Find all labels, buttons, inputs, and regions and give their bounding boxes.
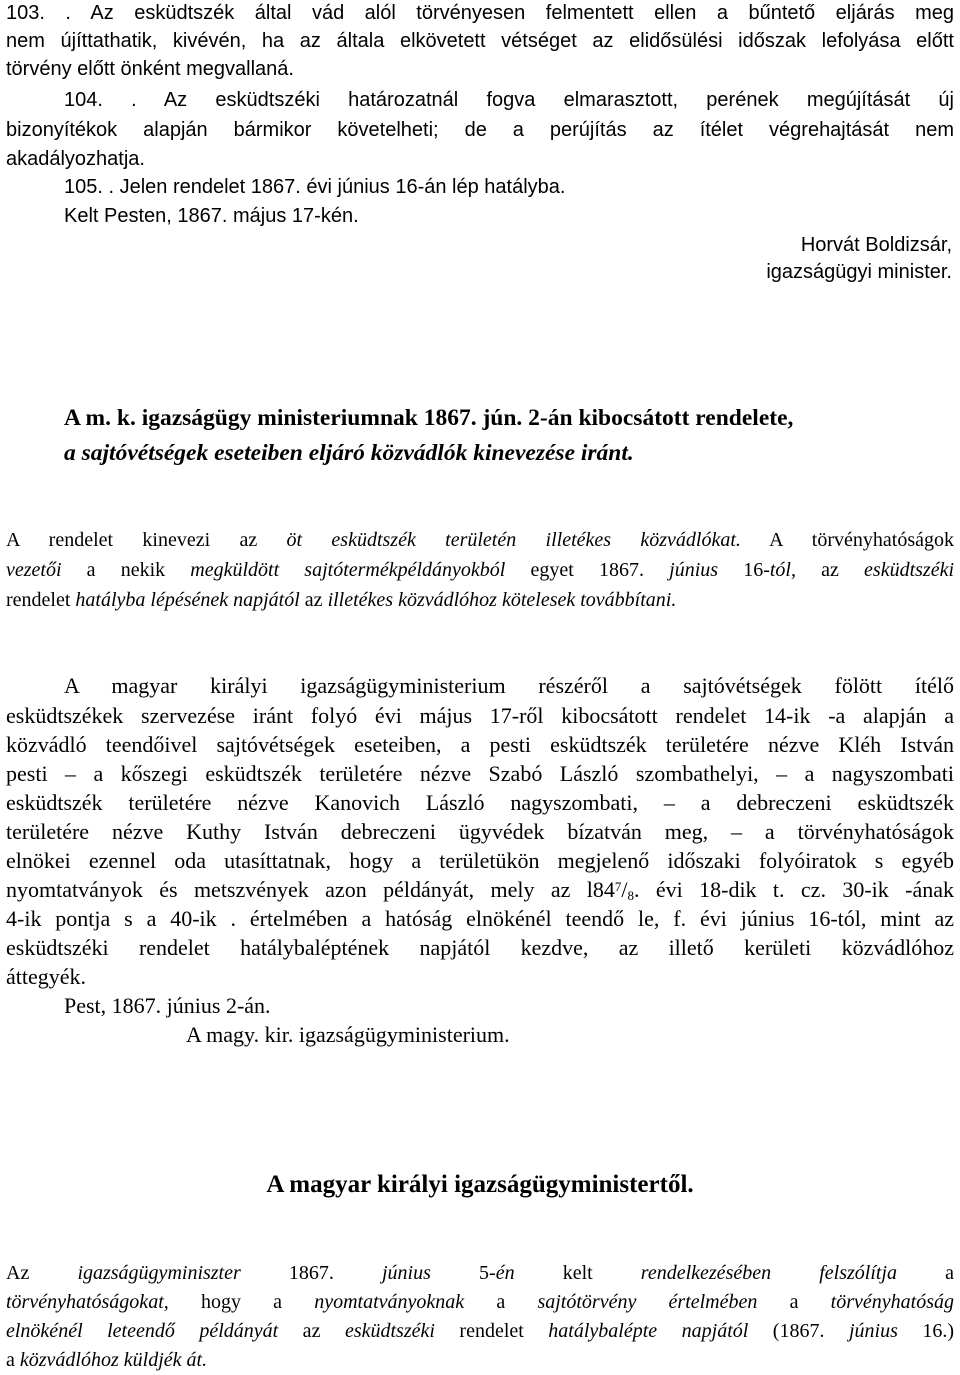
paragraph-line: pesti – a kőszegi esküdtszék területére nézve Szabó László szombathelyi, – a nagyszombati [6, 761, 954, 786]
paragraph-line: területére nézve Kuthy István debreczeni ügyvédek bízatván meg, – a törvényhatóságok [6, 819, 954, 844]
text-line: bizonyítékok alapján bármikor követelheti; de a perújítás az ítélet végrehajtását nem [6, 119, 954, 141]
paragraph-line: 4-ik pontja s a 40-ik . értelmében a hatóság elnökénél teendő le, f. évi június 16-tól, mint az [6, 906, 954, 931]
section-subheading: a sajtóvétségek eseteiben eljáró közvádlók kinevezése iránt. [64, 440, 634, 466]
summary-line: A rendelet kinevezi az öt esküdtszék területén illetékes közvádlókat. A törvényhatóságok [6, 529, 954, 551]
paragraph-line: esküdtszék területére nézve Kanovich László nagyszombati, – a debreczeni esküdtszék [6, 790, 954, 815]
paragraph-line: A magyar királyi igazságügyministerium részéről a sajtóvétségek fölött ítélő [64, 673, 954, 698]
section-heading: A m. k. igazságügy ministeriumnak 1867. jún. 2-án kibocsátott rendelete, [64, 405, 794, 431]
section-heading: A magyar királyi igazságügyministertől. [266, 1171, 694, 1198]
text-line: 104. . Az esküdtszéki határozatnál fogva elmarasztott, perének megújítását új [64, 89, 954, 111]
text-line: Kelt Pesten, 1867. május 17-kén. [64, 205, 359, 227]
signature: A magy. kir. igazságügyministerium. [186, 1022, 510, 1047]
signature-title: igazságügyi minister. [766, 261, 952, 283]
date-line: Pest, 1867. június 2-án. [64, 993, 271, 1018]
paragraph-line: közvádló teendőivel sajtóvétségek eseteiben, a pesti esküdtszék területére nézve Kléh István [6, 732, 954, 757]
text-line: elnökénél leteendő példányát az esküdtszéki rendelet hatálybalépte napjától (1867. június 16.) [6, 1320, 955, 1342]
text-line: 105. . Jelen rendelet 1867. évi június 16-án lép hatályba. [64, 176, 566, 198]
paragraph-line: esküdtszékek szervezése iránt folyó évi május 17-ről kibocsátott rendelet 14-ik -a alapján a [6, 703, 954, 728]
text-line: törvényhatóságokat, hogy a nyomtatványoknak a sajtótörvény értelmében a törvényhatóság [6, 1291, 954, 1313]
text-line: törvény előtt önként megvallaná. [6, 58, 294, 80]
text-line: Az igazságügyminiszter 1867. június 5-én kelt rendelkezésében felszólítja a [6, 1262, 954, 1284]
text-line: nem újíttathatik, kivévén, ha az általa elkövetett vétséget az elidősülési időszak lefolyása előtt [6, 30, 954, 52]
summary-line: vezetői a nekik megküldött sajtótermékpéldányokból egyet 1867. június 16-tól, az esküdtszéki [6, 559, 955, 581]
paragraph-line: esküdtszéki rendelet hatálybaléptének napjától kezdve, az illető kerületi közvádlóhoz [6, 935, 954, 960]
summary-line: rendelet hatályba lépésének napjától az illetékes közvádlóhoz kötelesek továbbítani. [6, 589, 677, 611]
signature-name: Horvát Boldizsár, [800, 234, 952, 256]
text-line: a közvádlóhoz küldjék át. [6, 1349, 208, 1371]
text-line: 103. . Az esküdtszék által vád alól törvényesen felmentett ellen a bűntető eljárás meg [6, 2, 954, 24]
paragraph-line: elnökei ezennel oda utasíttatnak, hogy a területükön megjelenő időszaki folyóiratok s egyéb [6, 848, 954, 873]
paragraph-line: nyomtatványok és metszvények azon példányát, mely az $l84^7/_8$. évi 18-dik t. cz. 30-ik -ának [6, 877, 954, 903]
paragraph-line: áttegyék. [6, 964, 87, 989]
text-line: akadályozhatja. [6, 148, 145, 170]
